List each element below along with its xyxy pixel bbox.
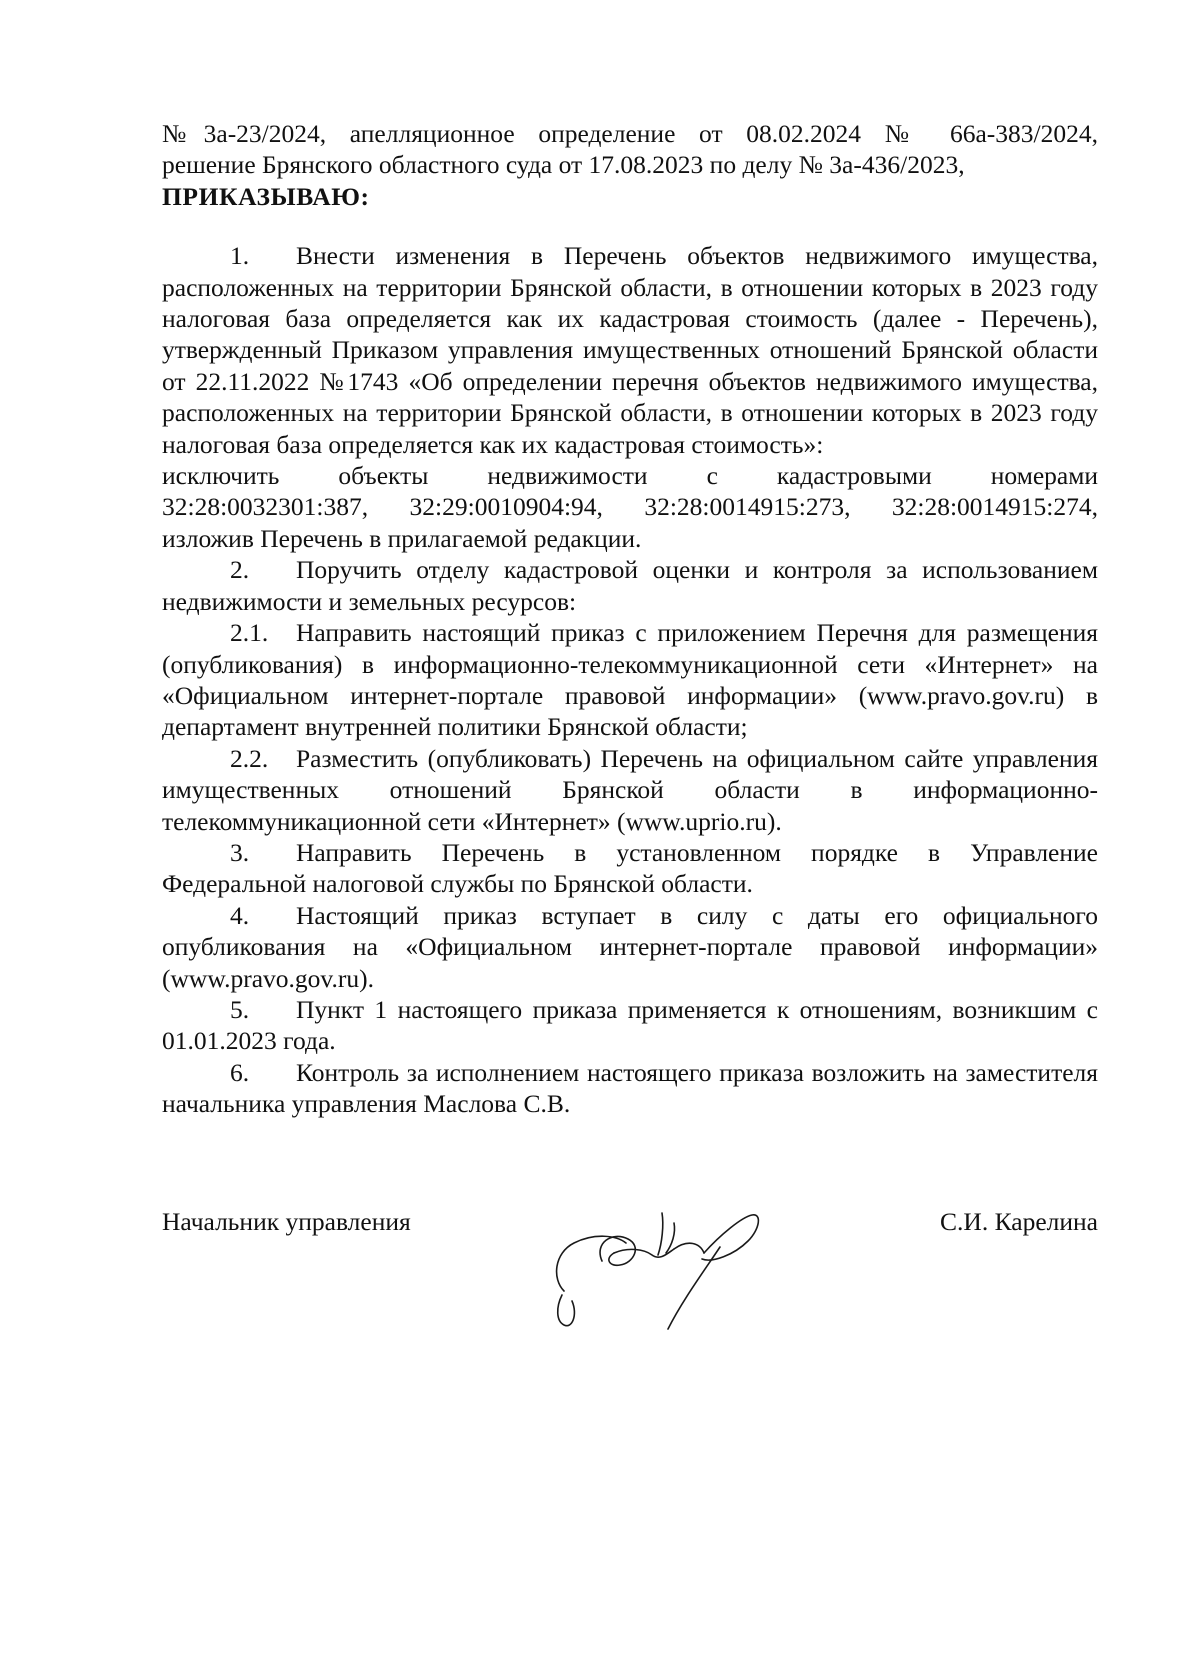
item-text: Контроль за исполнением настоящего приказа возложить на заместителя начальника управления Маслова С.В. <box>162 1057 1098 1119</box>
signature-block <box>162 1207 1098 1337</box>
handwritten-signature <box>542 1183 772 1333</box>
item-text: Разместить (опубликовать) Перечень на официальном сайте управления имущественных отношений Брянской области в информационно-телекоммуникационной сети «Интернет» (www.uprio.ru). <box>162 743 1098 836</box>
item-number: 1. <box>230 241 250 271</box>
item-1-continuation-2: 32:28:0032301:387, 32:29:0010904:94, 32:28:0014915:273, 32:28:0014915:274, <box>162 492 1098 522</box>
list-item <box>162 994 1098 1057</box>
item-text: Направить настоящий приказ с приложением Перечня для размещения (опубликования) в информационно-телекоммуникационной сети «Интернет» на «Официальном интернет-портале правовой информации» (www.pravo.gov.ru) в департамент внутренней политики Брянской области; <box>162 618 1098 742</box>
item-2-2-paragraph <box>162 743 1098 837</box>
list-item <box>162 743 1098 837</box>
item-1-paragraph <box>162 240 1098 460</box>
item-text: Пункт 1 настоящего приказа применяется к отношениям, возникшим с 01.01.2023 года. <box>162 994 1098 1056</box>
list-item <box>162 240 1098 554</box>
order-heading: ПРИКАЗЫВАЮ: <box>162 181 370 211</box>
signatory-name: С.И. Карелина <box>940 1207 1098 1236</box>
item-number: 3. <box>230 837 250 867</box>
intro-line-2: решение Брянского областного суда от 17.08.2023 по делу № 3а-436/2023, <box>162 150 965 180</box>
item-text: Направить Перечень в установленном порядке в Управление Федеральной налоговой службы по Брянской области. <box>162 837 1098 899</box>
item-3-paragraph <box>162 837 1098 900</box>
item-2-paragraph <box>162 554 1098 617</box>
item-text: Внести изменения в Перечень объектов недвижимого имущества, расположенных на территории Брянской области, в отношении которых в 2023 году налоговая база определяется как их кадастровая стоимость (далее - Перечень), утвержденный Приказом управления имущественных отношений Брянской области от 22.11.2022 №1743 «Об определении перечня объектов недвижимого имущества, расположенных на территории Брянской области, в отношении которых в 2023 году налоговая база определяется как их кадастровая стоимость»: <box>162 241 1098 459</box>
item-4-paragraph <box>162 900 1098 994</box>
item-1-continuation-1: исключить объекты недвижимости с кадастровыми номерами <box>162 461 1098 491</box>
item-number: 2.2. <box>230 743 269 773</box>
item-number: 2.1. <box>230 618 269 648</box>
item-number: 6. <box>230 1057 250 1087</box>
intro-line-1: №3а-23/2024, апелляционное определение от 08.02.2024 № 66а-383/2024, <box>162 119 1098 148</box>
item-2-1-paragraph <box>162 617 1098 743</box>
item-number: 5. <box>230 994 250 1024</box>
list-item <box>162 617 1098 743</box>
item-5-paragraph <box>162 994 1098 1057</box>
item-text: Поручить отделу кадастровой оценки и контроля за использованием недвижимости и земельных ресурсов: <box>162 555 1098 616</box>
list-item <box>162 554 1098 617</box>
signatory-position: Начальник управления <box>162 1207 411 1236</box>
list-item <box>162 837 1098 900</box>
list-item <box>162 900 1098 994</box>
list-item <box>162 1057 1098 1120</box>
item-number: 2. <box>230 555 250 585</box>
item-6-paragraph <box>162 1057 1098 1120</box>
document-body <box>162 118 1098 1120</box>
item-number: 4. <box>230 900 250 930</box>
item-text: Настоящий приказ вступает в силу с даты его официального опубликования на «Официальном интернет-портале правовой информации» (www.pravo.gov.ru). <box>162 900 1098 993</box>
item-1-continuation-3: изложив Перечень в прилагаемой редакции. <box>162 523 642 553</box>
